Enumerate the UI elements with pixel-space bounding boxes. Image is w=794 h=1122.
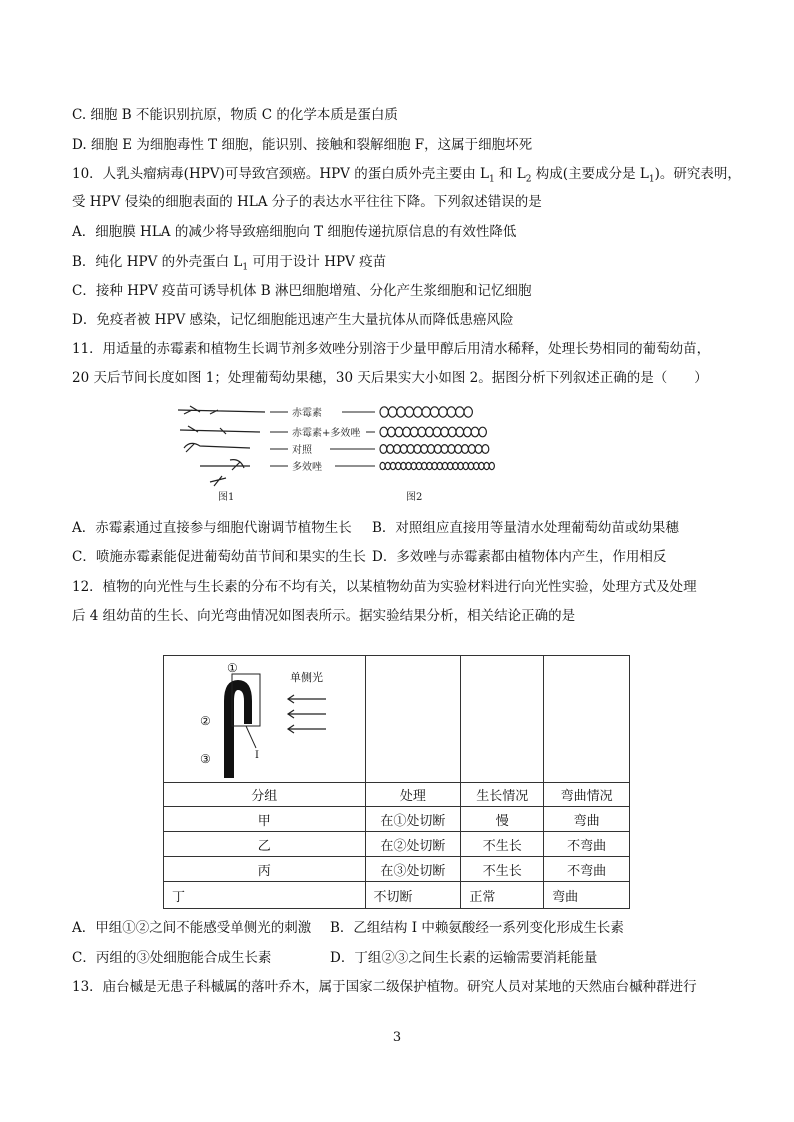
marker-2: ② <box>200 714 211 728</box>
fig-label-gibberellin-paclobutrazol: 赤霉素+多效唑 <box>292 428 361 439</box>
grape-fruit <box>395 427 403 437</box>
figure-2-caption: 图2 <box>406 492 423 503</box>
grape-fruit <box>406 462 411 469</box>
q11-option-c: C．喷施赤霉素能促进葡萄幼苗节间和果实的生长 <box>72 549 366 565</box>
grape-fruit <box>462 445 469 454</box>
grape-fruit <box>441 427 449 437</box>
structure-pointer <box>246 726 256 748</box>
q11-stem-line2: 20 天后节间长度如图 1；处理葡萄幼果穗，30 天后果实大小如图 2。据图分析下列叙述正确的是（ ） <box>72 370 708 386</box>
grape-fruit <box>437 462 442 469</box>
fig-label-control: 对照 <box>292 445 312 456</box>
grape-fruit <box>441 445 448 454</box>
unilateral-light-label: 单侧光 <box>290 671 323 684</box>
header-growth: 生长情况 <box>461 783 544 807</box>
grape-fruit <box>468 445 475 454</box>
grape-fruit <box>447 407 455 417</box>
grape-fruit <box>464 407 472 417</box>
q12-option-b: B．乙组结构 I 中赖氨酸经一系列变化形成生长素 <box>330 920 624 936</box>
q10-stem-line2: 受 HPV 侵染的细胞表面的 HLA 分子的表达水平往往下降。下列叙述错误的是 <box>72 194 542 210</box>
grape-fruit <box>489 462 494 469</box>
q12-option-c: C．丙组的③处细胞能合成生长素 <box>72 950 272 966</box>
grape-fruit <box>405 407 413 417</box>
grape-fruit <box>394 445 401 454</box>
q11-option-d: D．多效唑与赤霉素都由植物体内产生，作用相反 <box>372 549 667 565</box>
q12-stem-line2: 后 4 组幼苗的生长、向光弯曲情况如图表所示。据实验结果分析，相关结论正确的是 <box>72 608 576 624</box>
grape-fruit <box>421 445 428 454</box>
page-number: 3 <box>392 1030 402 1045</box>
figure-1-caption: 图1 <box>218 492 235 503</box>
header-bending: 弯曲情况 <box>544 783 630 807</box>
grape-fruit <box>418 427 426 437</box>
q11-stem-line1: 11．用适量的赤霉素和植物生长调节剂多效唑分别溶于少量甲醇后用清水稀释，处理长势相同的葡萄幼苗， <box>72 341 711 357</box>
table-row: 甲 在①处切断 慢 弯曲 <box>164 807 630 832</box>
q10-stem-line1: 10．人乳头瘤病毒(HPV)可导致宫颈癌。HPV 的蛋白质外壳主要由 $L_1$ 和 $L_2$ 构成(主要成分是 $L_1$)。研究表明， <box>72 166 741 185</box>
grape-fruit <box>385 462 390 469</box>
q12-option-a: A．甲组①②之间不能感受单侧光的刺激 <box>72 920 312 936</box>
light-arrows <box>288 695 326 733</box>
experiment-table <box>163 655 630 909</box>
grape-fruit <box>471 427 479 437</box>
label-arrows-right <box>330 412 375 466</box>
grape-fruit <box>468 462 473 469</box>
grape-fruit <box>479 427 487 437</box>
q9-option-d: D. 细胞 E 为细胞毒性 T 细胞，能识别、接触和裂解细胞 F，这属于细胞坏死 <box>72 137 533 153</box>
grape-fruit <box>479 462 484 469</box>
q11-option-a: A．赤霉素通过直接参与细胞代谢调节植物生长 <box>72 520 352 536</box>
grape-fruit <box>422 462 427 469</box>
grape-fruit <box>380 445 387 454</box>
marker-1: ① <box>227 661 238 675</box>
grape-fruit <box>448 445 455 454</box>
q12-stem-line1: 12．植物的向光性与生长素的分布不均有关，以某植物幼苗为实验材料进行向光性实验，处理方式及处理 <box>72 579 697 595</box>
q13-stem-line1: 13．庙台槭是无患子科槭属的落叶乔木，属于国家二级保护植物。研究人员对某地的天然庙台槭种群进行 <box>72 979 697 995</box>
grape-fruit <box>380 427 388 437</box>
seedling-drawings <box>178 406 265 486</box>
grape-fruit <box>456 427 464 437</box>
grape-fruit <box>380 407 388 417</box>
grape-fruit <box>400 445 407 454</box>
table-row: 乙 在②处切断 不生长 不弯曲 <box>164 832 630 857</box>
label-arrows <box>270 412 288 466</box>
q12-option-d: D．丁组②③之间生长素的运输需要消耗能量 <box>330 950 598 966</box>
q10-option-b: B．纯化 HPV 的外壳蛋白 $L_1$ 可用于设计 HPV 疫苗 <box>72 254 387 273</box>
seedling-diagram <box>164 656 364 781</box>
fig-label-gibberellin: 赤霉素 <box>292 408 322 419</box>
structure-i-label: I <box>255 750 259 761</box>
grape-fruit <box>401 462 406 469</box>
grape-fruit <box>430 407 438 417</box>
grape-fruit <box>403 427 411 437</box>
grape-fruit <box>388 407 396 417</box>
grape-fruit <box>475 445 482 454</box>
grape-fruit <box>453 462 458 469</box>
grape-fruit <box>484 462 489 469</box>
q10-option-d: D．免疫者被 HPV 感染，记忆细胞能迅速产生大量抗体从而降低患癌风险 <box>72 312 514 328</box>
grape-fruit <box>390 462 395 469</box>
grape-fruit <box>411 462 416 469</box>
grape-fruit <box>416 462 421 469</box>
grape-fruit <box>464 427 472 437</box>
grape-fruit <box>458 462 463 469</box>
q10-option-a: A．细胞膜 HLA 的减少将导致癌细胞向 T 细胞传递抗原信息的有效性降低 <box>72 224 517 240</box>
q9-option-c: C. 细胞 B 不能识别抗原，物质 C 的化学本质是蛋白质 <box>72 107 398 123</box>
grape-fruit <box>410 427 418 437</box>
table-row: 丙 在③处切断 不生长 不弯曲 <box>164 857 630 882</box>
grape-fruit <box>387 445 394 454</box>
grape-fruit <box>474 462 479 469</box>
grape-fruit <box>448 427 456 437</box>
grape-fruit <box>442 462 447 469</box>
grape-fruit <box>456 407 464 417</box>
grape-fruit <box>463 462 468 469</box>
grape-fruit <box>434 445 441 454</box>
grape-fruit <box>428 445 435 454</box>
grape-fruit <box>426 427 434 437</box>
q11-option-b: B．对照组应直接用等量清水处理葡萄幼苗或幼果穗 <box>372 520 679 536</box>
grape-fruit <box>380 462 385 469</box>
grape-fruit <box>448 462 453 469</box>
grape-fruit <box>482 445 489 454</box>
seedling-diagram-cell <box>164 656 366 783</box>
table-row: 丁 不切断 正常 弯曲 <box>164 882 630 909</box>
grape-fruit <box>397 407 405 417</box>
grape-fruit <box>433 427 441 437</box>
grape-fruit <box>414 445 421 454</box>
marker-3: ③ <box>200 752 211 766</box>
grape-fruit <box>439 407 447 417</box>
fig-label-paclobutrazol: 多效唑 <box>292 462 322 473</box>
header-treatment: 处理 <box>365 783 461 807</box>
q10-option-c: C．接种 HPV 疫苗可诱导机体 B 淋巴细胞增殖、分化产生浆细胞和记忆细胞 <box>72 283 532 299</box>
grape-fruit <box>455 445 462 454</box>
grape-fruit <box>414 407 422 417</box>
grape-fruit <box>432 462 437 469</box>
grape-fruit <box>396 462 401 469</box>
grape-fruit <box>427 462 432 469</box>
grape-fruit <box>422 407 430 417</box>
grape-fruit <box>388 427 396 437</box>
grape-fruit <box>407 445 414 454</box>
header-group: 分组 <box>164 783 366 807</box>
grape-figure <box>170 400 530 504</box>
fruit-rows <box>380 407 494 470</box>
